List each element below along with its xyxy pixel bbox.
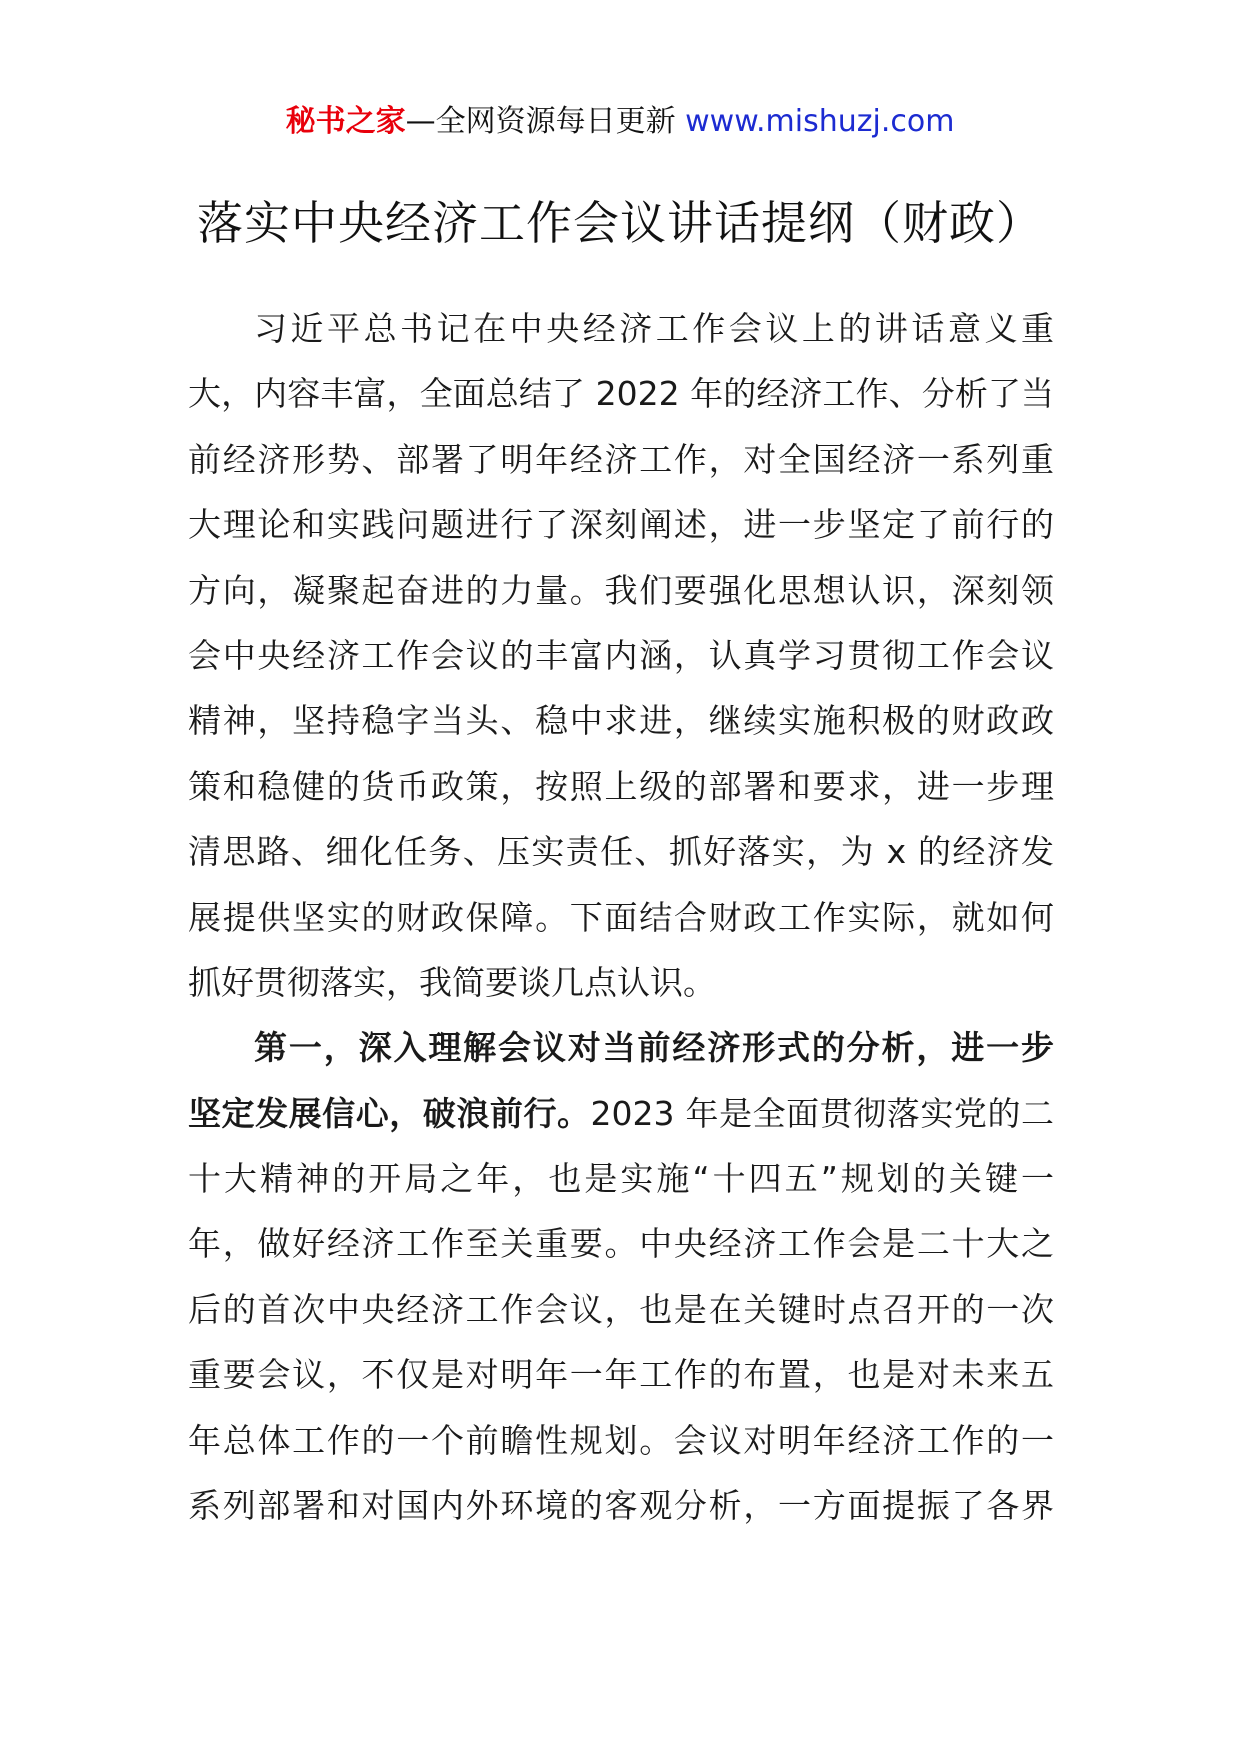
paragraph-2-line: [188, 1081, 1054, 1146]
paragraph-1-line: 策和稳健的货币政策，按照上级的部署和要求，进一步理: [188, 766, 1054, 806]
paragraph-2-line: 十大精神的开局之年，也是实施“十四五”规划的关键一: [188, 1159, 1054, 1199]
site-tagline: —全网资源每日更新: [405, 104, 676, 139]
paragraph-1-line: 抓好贯彻落实，我简要谈几点认识。: [188, 962, 716, 1002]
document-body: [188, 296, 1054, 1538]
paragraph-2-line: 年，做好经济工作至关重要。中央经济工作会是二十大之: [188, 1224, 1054, 1264]
paragraph-2-line-rest: 2023 年是全面贯彻落实党的二: [590, 1093, 1054, 1133]
paragraph-1-line: 展提供坚实的财政保障。下面结合财政工作实际，就如何: [188, 897, 1054, 937]
site-brand: 秘书之家: [285, 104, 406, 139]
paragraph-2-line: 年总体工作的一个前瞻性规划。会议对明年经济工作的一: [188, 1420, 1054, 1460]
paragraph-2-lead: 第一，深入理解会议对当前经济形式的分析，进一步: [254, 1028, 1054, 1068]
paragraph-1-line: 大，内容丰富，全面总结了 2022 年的经济工作、分析了当: [188, 374, 1054, 414]
site-url-link[interactable]: www.mishuzj.com: [685, 104, 955, 139]
paragraph-1-line: 习近平总书记在中央经济工作会议上的讲话意义重: [254, 309, 1054, 348]
paragraph-1-line: 清思路、细化任务、压实责任、抓好落实，为 x 的经济发: [188, 832, 1054, 872]
paragraph-1-line: 会中央经济工作会议的丰富内涵，认真学习贯彻工作会议: [188, 635, 1054, 675]
paragraph-1-line: 大理论和实践问题进行了深刻阐述，进一步坚定了前行的: [188, 505, 1054, 545]
paragraph-2-line: 系列部署和对国内外环境的客观分析，一方面提振了各界: [188, 1486, 1054, 1526]
site-header: [0, 102, 1240, 142]
document-title: 落实中央经济工作会议讲话提纲（财政）: [197, 196, 1043, 250]
paragraph-1-line: 方向，凝聚起奋进的力量。我们要强化思想认识，深刻领: [188, 570, 1054, 610]
paragraph-2-line: 重要会议，不仅是对明年一年工作的布置，也是对未来五: [188, 1355, 1054, 1395]
paragraph-2-line: 后的首次中央经济工作会议，也是在关键时点召开的一次: [188, 1289, 1054, 1329]
paragraph-2-lead-end: 坚定发展信心，破浪前行。: [188, 1093, 591, 1133]
paragraph-1-line: 精神，坚持稳字当头、稳中求进，继续实施积极的财政政: [188, 701, 1054, 741]
paragraph-1-line: 前经济形势、部署了明年经济工作，对全国经济一系列重: [188, 439, 1054, 479]
